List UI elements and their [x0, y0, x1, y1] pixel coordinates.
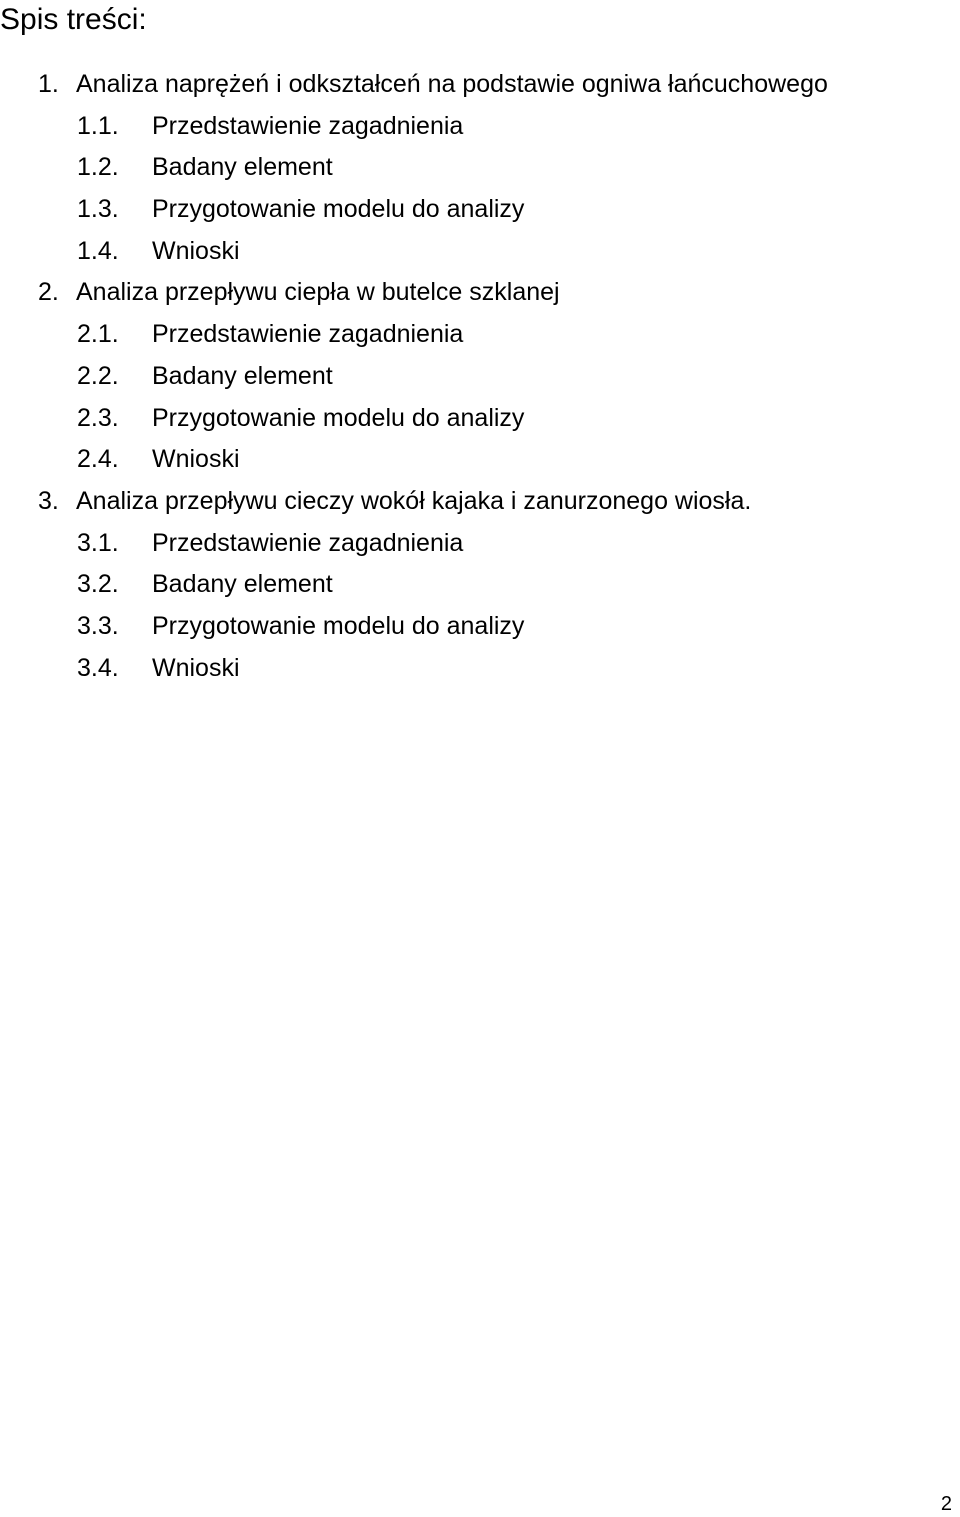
- toc-entry-text: Wnioski: [152, 236, 240, 265]
- toc-entry-1: [0, 66, 960, 108]
- toc-entry-3-2: [0, 566, 960, 608]
- toc-entry-number: 3.3.: [77, 611, 119, 640]
- toc-entry-text: Analiza naprężeń i odkształceń na podstawie ogniwa łańcuchowego: [76, 70, 828, 98]
- toc-entry-text: Badany element: [152, 361, 333, 390]
- toc-entry-number: 1.: [38, 70, 59, 98]
- toc-entry-number: 1.1.: [77, 111, 119, 140]
- toc-entry-text: Przedstawienie zagadnienia: [152, 111, 464, 140]
- toc-entry-text: Analiza przepływu cieczy wokół kajaka i zanurzonego wiosła.: [76, 486, 752, 515]
- toc-entry-number: 3.2.: [77, 570, 119, 599]
- toc-entry-number: 2.: [38, 278, 59, 307]
- toc-entry-2-3: [0, 400, 960, 442]
- toc-entry-text: Wnioski: [152, 653, 240, 682]
- toc-entry-3: [0, 483, 960, 525]
- toc-entry-text: Wnioski: [152, 445, 240, 474]
- toc-entry-number: 1.2.: [77, 153, 119, 182]
- toc-entry-1-3: [0, 191, 960, 233]
- toc-entry-number: 1.3.: [77, 195, 119, 224]
- toc-list: [0, 66, 960, 691]
- toc-entry-text: Badany element: [152, 570, 333, 599]
- toc-entry-text: Badany element: [152, 153, 333, 182]
- toc-entry-3-4: [0, 650, 960, 692]
- toc-entry-number: 3.4.: [77, 653, 119, 682]
- toc-title: Spis treści:: [0, 3, 147, 36]
- toc-entry-2-1: [0, 316, 960, 358]
- toc-entry-1-4: [0, 233, 960, 275]
- page-number: 2: [940, 1493, 952, 1515]
- toc-entry-text: Przygotowanie modelu do analizy: [152, 195, 525, 224]
- toc-entry-number: 3.1.: [77, 528, 119, 557]
- toc-entry-number: 2.1.: [77, 320, 119, 349]
- toc-entry-2: [0, 274, 960, 316]
- toc-entry-3-3: [0, 608, 960, 650]
- toc-entry-2-2: [0, 358, 960, 400]
- toc-entry-text: Analiza przepływu ciepła w butelce szklanej: [76, 278, 560, 307]
- toc-entry-number: 2.2.: [77, 361, 119, 390]
- toc-entry-number: 1.4.: [77, 236, 119, 265]
- toc-entry-number: 3.: [38, 486, 59, 515]
- toc-entry-3-1: [0, 525, 960, 567]
- toc-entry-number: 2.3.: [77, 403, 119, 432]
- toc-entry-text: Przygotowanie modelu do analizy: [152, 403, 525, 432]
- toc-entry-1-1: [0, 108, 960, 150]
- toc-entry-2-4: [0, 441, 960, 483]
- toc-entry-text: Przygotowanie modelu do analizy: [152, 611, 525, 640]
- toc-entry-text: Przedstawienie zagadnienia: [152, 320, 464, 349]
- toc-entry-1-2: [0, 149, 960, 191]
- toc-entry-text: Przedstawienie zagadnienia: [152, 528, 464, 557]
- toc-entry-number: 2.4.: [77, 445, 119, 474]
